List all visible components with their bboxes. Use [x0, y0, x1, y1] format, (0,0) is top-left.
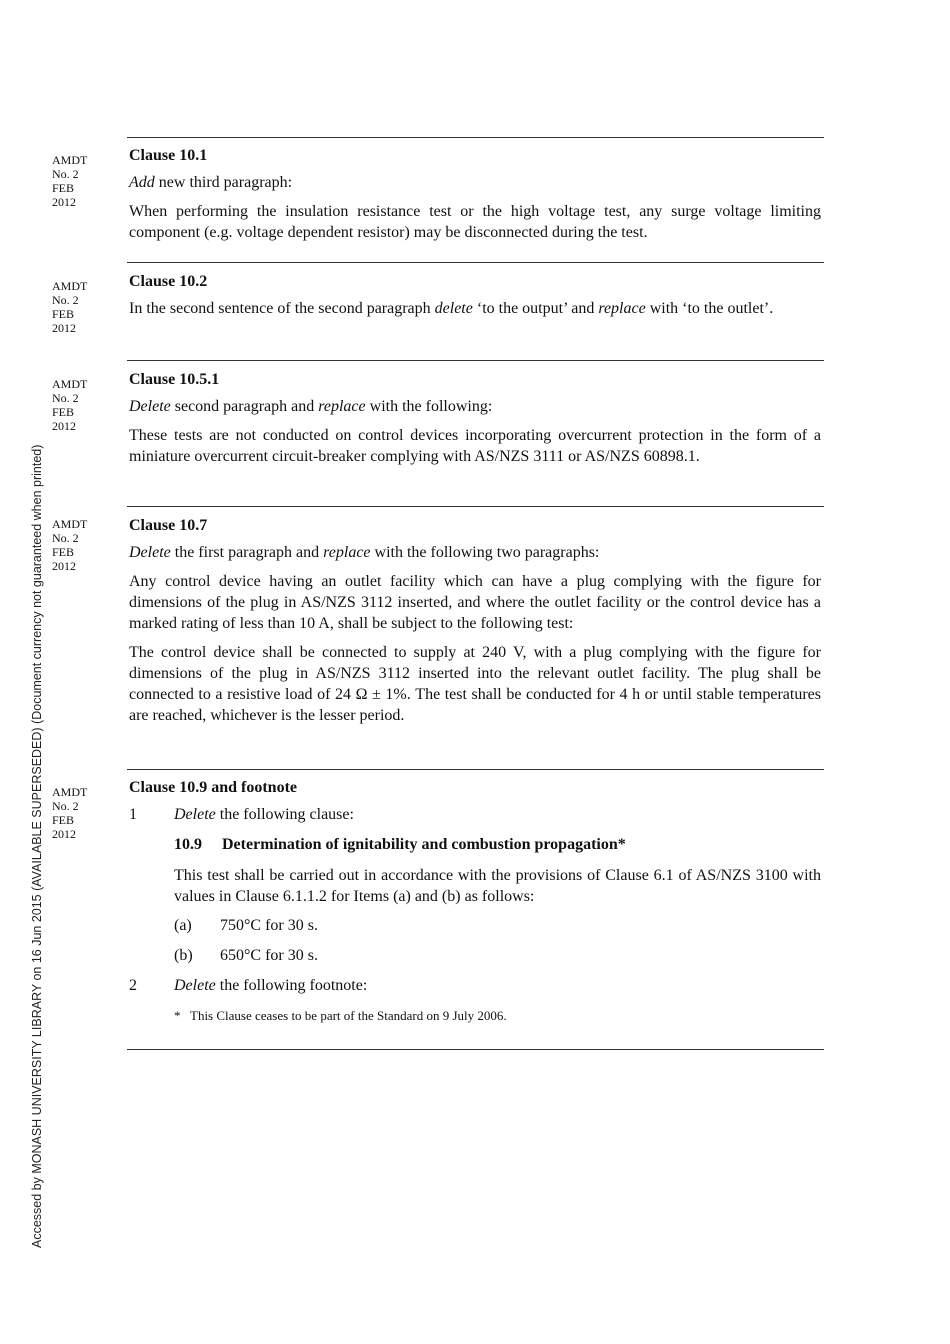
clause-section [129, 145, 821, 251]
body-text: In the second sentence of the second paragraph [129, 300, 435, 317]
instruction-verb: replace [598, 300, 646, 317]
amdt-month: FEB [52, 813, 75, 827]
list-item [174, 915, 821, 936]
instruction-verb: replace [318, 398, 366, 415]
clause-heading: Clause 10.1 [129, 147, 208, 164]
sub-clause-number: 10.9 [174, 836, 202, 853]
amdt-number: No. 2 [52, 391, 79, 405]
instruction-text: second paragraph and [170, 398, 319, 415]
item-text [174, 804, 821, 825]
clause-body: Any control device having an outlet facility which can have a plug complying with the figure for dimensions of the plug in AS/NZS 3112 inserted, and where the outlet facility or the control device has a marked rating of less than 10 A, shall be subject to the following test: [129, 573, 821, 632]
clause-body: These tests are not conducted on control devices incorporating overcurrent protection in the form of a miniature overcurrent circuit-breaker complying with AS/NZS 3111 or AS/NZS 60898.1. [129, 427, 821, 465]
clause-section [129, 271, 821, 327]
amdt-month: FEB [52, 545, 75, 559]
clause-section [129, 777, 821, 1026]
amdt-label: AMDT [52, 153, 88, 167]
amdt-number: No. 2 [52, 167, 79, 181]
amdt-month: FEB [52, 405, 75, 419]
body-text: with ‘to the outlet’. [645, 300, 774, 317]
instruction-text: with the following: [365, 398, 493, 415]
amdt-year: 2012 [52, 195, 76, 209]
instruction [129, 542, 821, 563]
instruction-verb: Delete [129, 544, 171, 561]
instruction-verb: Delete [174, 977, 216, 994]
body-text: ‘to the output’ and [472, 300, 599, 317]
section-divider [127, 137, 824, 138]
amendment-marker [52, 153, 112, 209]
instruction-verb: Delete [174, 806, 216, 823]
instruction-text: the following clause: [215, 806, 354, 823]
instruction-text: the following footnote: [215, 977, 368, 994]
amdt-number: No. 2 [52, 799, 79, 813]
instruction-text: new third paragraph: [154, 174, 293, 191]
amdt-label: AMDT [52, 377, 88, 391]
amdt-year: 2012 [52, 827, 76, 841]
clause-section [129, 369, 821, 475]
amdt-year: 2012 [52, 321, 76, 335]
clause-body [129, 298, 821, 319]
instruction-verb: Add [129, 174, 155, 191]
item-number: 2 [129, 977, 137, 994]
footnote-text: This Clause ceases to be part of the Standard on 9 July 2006. [190, 1008, 507, 1023]
instruction-text: with the following two paragraphs: [370, 544, 600, 561]
instruction-text: the first paragraph and [170, 544, 324, 561]
amdt-label: AMDT [52, 517, 88, 531]
list-item [174, 945, 821, 966]
clause-body: The control device shall be connected to supply at 240 V, with a plug complying with the figure for dimensions of the plug in AS/NZS 3112 inserted into the relevant outlet facility. The plug shall be connected to a resistive load of 24 Ω ± 1%. The test shall be conducted for 4 h or until stable temperatures are reached, whichever is the lesser period. [129, 644, 821, 724]
sub-clause-title: Determination of ignitability and combustion propagation* [222, 836, 626, 853]
amdt-label: AMDT [52, 785, 88, 799]
instruction [129, 172, 821, 193]
instruction-verb: replace [323, 544, 371, 561]
numbered-item [129, 975, 821, 996]
amendment-marker [52, 785, 112, 841]
list-text: 750°C for 30 s. [220, 917, 318, 934]
clause-heading: Clause 10.7 [129, 517, 208, 534]
list-label: (b) [174, 947, 193, 964]
clause-heading: Clause 10.9 and footnote [129, 779, 298, 796]
section-divider [127, 360, 824, 361]
clause-body: When performing the insulation resistance test or the high voltage test, any surge voltage limiting component (e.g. voltage dependent resistor) may be disconnected during the test. [129, 203, 821, 241]
list-label: (a) [174, 917, 192, 934]
amdt-number: No. 2 [52, 531, 79, 545]
amdt-number: No. 2 [52, 293, 79, 307]
section-divider [127, 769, 824, 770]
clause-section [129, 515, 821, 734]
amdt-year: 2012 [52, 559, 76, 573]
section-divider [127, 506, 824, 507]
item-text [174, 975, 821, 996]
instruction [129, 396, 821, 417]
section-divider [127, 1049, 824, 1050]
instruction-verb: Delete [129, 398, 171, 415]
clause-heading: Clause 10.2 [129, 273, 208, 290]
instruction-verb: delete [434, 300, 473, 317]
list-text: 650°C for 30 s. [220, 947, 318, 964]
amdt-month: FEB [52, 307, 75, 321]
footnote [174, 1005, 821, 1026]
sub-clause-body: This test shall be carried out in accordance with the provisions of Clause 6.1 of AS/NZS 3100 with values in Clause 6.1.1.2 for Items (a) and (b) as follows: [174, 867, 821, 905]
sub-clause-heading [174, 834, 821, 855]
clause-heading: Clause 10.5.1 [129, 371, 220, 388]
section-divider [127, 262, 824, 263]
amendment-marker [52, 517, 112, 573]
amendment-marker [52, 377, 112, 433]
access-watermark: Accessed by MONASH UNIVERSITY LIBRARY on 16 Jun 2015 (AVAILABLE SUPERSEDED) (Document currency not guaranteed when printed) [30, 444, 44, 1248]
amdt-label: AMDT [52, 279, 88, 293]
amendment-marker [52, 279, 112, 335]
numbered-item [129, 804, 821, 825]
amdt-year: 2012 [52, 419, 76, 433]
footnote-mark: * [174, 1008, 181, 1023]
item-number: 1 [129, 806, 137, 823]
amdt-month: FEB [52, 181, 75, 195]
